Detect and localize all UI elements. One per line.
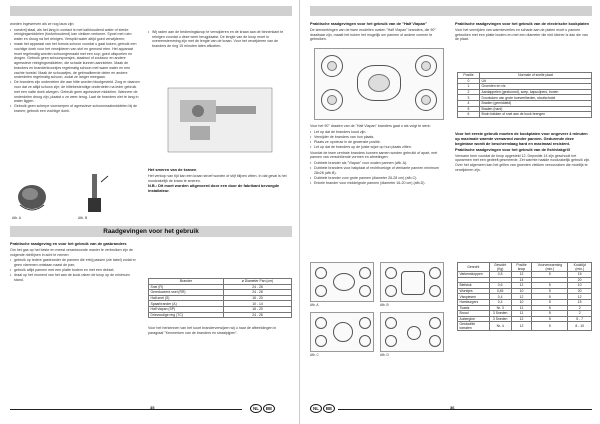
table-cell: 5	[532, 272, 568, 278]
table-cell: 11	[511, 305, 532, 311]
grill-table-body	[458, 272, 592, 331]
table-cell: Aubergine	[458, 316, 490, 322]
table-cell: 24 - 26	[223, 284, 291, 290]
half-vlapan-item: • Let op dat de branders koud zijn.	[310, 130, 448, 135]
table-cell: Hamburgers	[458, 299, 490, 305]
tap-lubrication-text: Het verloop van tijd kan een kraan stroef worden of stijf blijven zitten. In dat geval is het noodzakelijk de kraan te smeren.	[148, 173, 287, 183]
table-cell: 0,5	[489, 272, 511, 278]
table-header: Kooktijd (min.)	[568, 263, 592, 272]
left-header-bar	[10, 6, 292, 16]
table-cell: Nr. 4	[489, 322, 511, 331]
table-cell: Half-snel (S)	[149, 295, 224, 301]
table-cell: 10 - 14	[223, 301, 291, 307]
hob-figure-c	[310, 312, 374, 352]
table-cell: 15	[568, 299, 592, 305]
electric-plates-intro: Voor het vermijden van warmteverlies en schade aan de platen moet u pannen gebruiken met een platte bodem en met een diameter die niet kleiner is dan die van de plaat.	[455, 27, 588, 42]
left-footer	[0, 404, 300, 416]
left-col1-item: • maak het apparaat van het fornuis schoon voordat u gaat koken; gebruik een vochtige doek voor het verwijderen van stof en gemorst eten. Het apparaat moet regelmatig worden schoongemaakt met een sop; goed uitspoelen en drogen. Gebruik geen schuursponsjes, staalwol of zoutzuur en andere agressieve reinigingsmiddelen, die schade kunnen aanrichten. Maak de branders en branderkroontjes regelmatig schoon met warm water en een zachte borstel. Maak de schouwtjes, de geëmailleerde delen en andere onderdelen regelmatig schoon, zodat ze langer meegaan.	[10, 42, 140, 80]
table-cell: Worstjes	[458, 288, 490, 294]
table-cell: 2	[458, 89, 480, 95]
gas-tap-illustration	[160, 80, 280, 160]
half-vlapan-text: Voordat de twee centrale branders kunnen samen worden gebruikt of apart, met pannen van verschillende vormen en afmetingen:	[310, 150, 438, 160]
left-col1-item: • De branders zijn onderdelen die aan hitte worden blootgesteld. Zorg er daarom voor dat ze altijd schoon zijn; de hittebestendige onderdelen na ieder gebruik met een natte doek afvegen. Gebruik geen agressieve middelen. Wanneer de onderdelen droog zijn, plaatst u ze weer terug. Laat de branders niet te lang in water liggen.	[10, 80, 140, 104]
table-cell: Toasts	[458, 305, 490, 311]
table-header: Gewicht (Kg)	[489, 263, 511, 272]
table-header: ø Diameter Pan (cm)	[223, 279, 291, 285]
half-vlapan-item: • Let op dat de branders op de juiste wijze op hun plaats zitten.	[310, 145, 448, 150]
table-cell: 3 Sneden	[489, 311, 511, 317]
table-cell: 5	[532, 322, 568, 331]
figure-label-d: Afb. D	[380, 353, 389, 357]
right-footer	[300, 404, 600, 416]
table-cell: 12	[511, 294, 532, 300]
gas-burner-usage-intro: Om het gas op het beste en meest verantwoorde manier te verbruiken zijn de volgende richtlijnen in acht te nemen:	[10, 247, 134, 257]
left-col1-item: • roestvrij staal, als het lang in contact is met kalkhoudend water of sterke reinigingsmiddelen (fosforhoudend) kan vlekken vertonen. Spoel met ruim water en droog na het reinigen. Verspild water altijd goed verwijderen;	[10, 28, 140, 42]
right-header-bar	[310, 6, 592, 16]
table-header: Normale of snelle plaat	[480, 73, 592, 79]
half-vlapan-instructions	[310, 124, 448, 186]
table-cell: 5	[532, 288, 568, 294]
table-cell: 0,4	[489, 294, 511, 300]
table-cell: 3 Sneden	[489, 316, 511, 322]
hob-figure-a	[310, 262, 374, 302]
gas-burner-usage-item: • gebruik altijd pannen met een platte bodem en met een deksel;	[10, 268, 140, 273]
table-cell: Gestoofde tomaten	[458, 322, 490, 331]
gas-burner-usage-item: • draai op het moment van het aan de kook raken de knop op de minimum stand.	[10, 273, 140, 282]
half-vlapan-item: • Enkele brander voor middelgrote pannen (diameter 16-20 cm) (afb.D).	[310, 181, 448, 186]
left-col1-para: worden ingewreven als ze nog lauw zijn;	[10, 22, 75, 26]
table-cell: 20	[568, 288, 592, 294]
sponge-illustration	[14, 175, 50, 215]
table-note	[148, 326, 292, 336]
table-row	[458, 322, 592, 331]
figure-a-caption: Afb. A	[12, 216, 22, 220]
left-col1-item: • Gebruik geen scherpe voorwerpen of agressieve schoonmaakmiddelen bij de kranen; gebruik een vochtige doek.	[10, 104, 140, 113]
table-cell: Bruin bakken of snel aan de kook brengen	[480, 112, 592, 118]
table-cell: 20	[568, 277, 592, 283]
table-cell: 0	[458, 78, 480, 84]
hob-illustration-top	[314, 48, 444, 120]
table-cell: Uit	[480, 78, 592, 84]
table-cell: 15	[568, 272, 592, 278]
table-cell: 1	[458, 84, 480, 90]
half-vlapan-item: • Verwijder de branders van hun plaats.	[310, 135, 448, 140]
left-col2-text	[148, 30, 292, 49]
table-cell: 16 - 20	[223, 295, 291, 301]
cleaning-tool-illustration	[82, 172, 110, 216]
gas-burner-usage-section	[10, 242, 140, 283]
half-vlapan-section	[310, 22, 448, 43]
table-cell: 2	[568, 311, 592, 317]
hob-figure-b	[380, 262, 444, 302]
table-cell: 10	[511, 299, 532, 305]
table-header: Positie	[458, 73, 480, 79]
table-cell: Visspiesen	[458, 294, 490, 300]
right-page	[300, 0, 600, 424]
table-cell: 12	[568, 294, 592, 300]
table-cell: Doorkoken van grote hoeveelheden, stoofschotel	[480, 95, 592, 101]
table-cell: Aardappelen (gestoomd), soep, kapucijners, bonen	[480, 89, 592, 95]
table-header: Voorverwarming (min.)	[532, 263, 568, 272]
table-cell: 14	[511, 277, 532, 283]
table-cell: Half vlapan (SP)	[149, 306, 224, 312]
table-cell: 24 - 26	[223, 312, 291, 318]
plate-position-table	[457, 72, 592, 118]
half-vlapan-text: Voor het 90° draaien van de "Half Vlapan" branders gaat u als volgt te werk:	[310, 124, 431, 128]
table-cell: 5	[532, 294, 568, 300]
table-cell: Biefstuk	[458, 283, 490, 289]
table-cell: 5 - 7	[568, 316, 592, 322]
half-vlapan-item: • Plaats ze opnieuw in de gewenste positie.	[310, 140, 448, 145]
table-cell: 0,45	[489, 288, 511, 294]
table-cell: 16 - 20	[223, 306, 291, 312]
table-header: Positie knop	[511, 263, 532, 272]
table-cell: 5	[532, 283, 568, 289]
table-cell: 12	[511, 283, 532, 289]
table-note-text: Voor het herkennen van het soort branderverwijzen wij u naar de afbeeldingen in paragraaf "Kenmerken van de branders en straalpijpen".	[148, 326, 277, 335]
tap-lubrication-heading: Het smeren van de kranen	[148, 167, 197, 172]
table-cell: 24 - 26	[223, 290, 291, 296]
tap-lubrication-note: N.B.: Dit moet worden uitgevoerd door een door de fabrikant bevoegde installateur.	[148, 183, 280, 194]
table-cell: 0,6	[489, 283, 511, 289]
table-row	[458, 112, 592, 118]
table-cell: 6	[458, 112, 480, 118]
figure-label-b: Afb. B	[380, 303, 389, 307]
burner-pan-table	[148, 278, 292, 318]
table-cell: 2	[568, 305, 592, 311]
table-cell: 5	[532, 305, 568, 311]
page-number: 35	[150, 405, 155, 410]
grill-heading: Praktische raadgevingen voor het gebruik van de fish/vlakgrill	[455, 146, 570, 152]
table-cell: Snel (R)	[149, 284, 224, 290]
table-cell: 5	[532, 299, 568, 305]
half-vlapan-heading: Praktische raadgevingen voor het gebruik van de "Half Vlapan"	[310, 21, 427, 26]
left-col1-text	[10, 22, 140, 114]
page-number: 36	[450, 405, 455, 410]
table-cell: 3	[458, 95, 480, 101]
table-cell: Braden (hard)	[480, 106, 592, 112]
hob-figure-d	[380, 312, 444, 352]
table-cell: 12	[511, 322, 532, 331]
figure-b-caption: Afb. B	[78, 216, 88, 220]
half-vlapan-item: • Dubbele brander als "Vlapan" voor ovalen pannen (afb. A).	[310, 161, 448, 166]
table-cell: 10	[568, 283, 592, 289]
half-vlapan-intro: De sierwerkingen van de twee modellen ovalen "Half Vlapan" branders, die 90° draaibaar zijn, maakt het koken het mogelijk om pannen of andere vormen te gebruiken.	[310, 27, 436, 42]
lang-badge-nl: NL	[310, 404, 322, 413]
left-col2-item: • Wij raden aan de bedieningsknop te verwijderen en de kraan aan de binnenkant te reinigen voordat u deze weer terugplaatst. De lengte van de knop moet in overeenstemming zijn met de lengte van de kraan. Voor het verwijderen van de branders de ring 15 minuten laten afkoelen.	[148, 30, 292, 49]
table-cell: Nr. 3	[489, 305, 511, 311]
lang-badge-nl: NL	[250, 404, 262, 413]
lang-badge-be: BE	[263, 404, 275, 413]
table-row	[149, 312, 292, 318]
figure-label-c: Afb. C	[310, 353, 319, 357]
gas-burner-usage-item: • gebruik op iedere gasbrander de pannen die erbij passen (zie tabel) zodat er geen vlammen ontstaan naast de pan;	[10, 258, 140, 267]
table-cell: 12	[511, 316, 532, 322]
table-cell: 11	[511, 311, 532, 317]
table-cell: Gereduceerd snel (RR)	[149, 290, 224, 296]
grill-section	[455, 132, 592, 173]
table-cell: 5	[532, 316, 568, 322]
table-header: Gerecht	[458, 263, 490, 272]
table-header: Brander	[149, 279, 224, 285]
table-cell: Brood	[458, 311, 490, 317]
lang-badge-be: BE	[323, 404, 335, 413]
first-use-note: Voor het eerste gebruik moeten de kookplaten voor ongeveer 4 minuten op maximale warmte verwarmd zonder pannen. Gedurende deze begintase wordt de beschermlaag hard en maximaal resistent.	[455, 131, 588, 146]
usage-banner: Raadgevingen voor het gebruik	[10, 226, 292, 237]
electric-plates-heading: Praktische raadgevingen voor het gebruik van de electrische kookplaten	[455, 21, 590, 26]
gas-burner-usage-heading: Praktische raadgeving en voor het gebruik van de gasbranders	[10, 241, 127, 246]
table-cell: Groenten en vis	[480, 84, 592, 90]
table-cell: 8 - 10	[568, 322, 592, 331]
electric-plates-section	[455, 22, 592, 43]
grill-text: Verwarm hem voordat de knop opgesteld 12. Depositie 14 zijn geschoolt het opwarmen met een gedeelt gesmeerde. Zet warmte haalde noodzakelijk gebruik zijn. Over het algemeen kan het grillen van groenten vlekken veroorzaken die moeilijk te verwijderen zijn.	[455, 153, 591, 172]
table-cell: Spaarbrander (A)	[149, 301, 224, 307]
table-cell: Varkenskoppen	[458, 272, 490, 278]
table-cell: 10	[511, 288, 532, 294]
table-cell: 0,4	[489, 299, 511, 305]
half-vlapan-item: • Dubbele branders voor bakplaat of rechthoekige of vierkante pannen minimum 28x28 (afb.B).	[310, 166, 448, 175]
table-cell: Drievoudige ring (TC)	[149, 312, 224, 318]
grill-cooking-table	[457, 262, 592, 331]
half-vlapan-item: • Dubbele brander voor grote pannen (diameter 26-28 cm) (afb.C).	[310, 176, 448, 181]
table-cell: Braden (gemiddeld)	[480, 100, 592, 106]
table-cell: 5	[458, 106, 480, 112]
table-cell: 5	[532, 311, 568, 317]
table-cell: 4	[458, 100, 480, 106]
figure-label-a: Afb. A	[310, 303, 319, 307]
tap-lubrication-section	[148, 168, 292, 195]
table-cell: 12	[511, 272, 532, 278]
